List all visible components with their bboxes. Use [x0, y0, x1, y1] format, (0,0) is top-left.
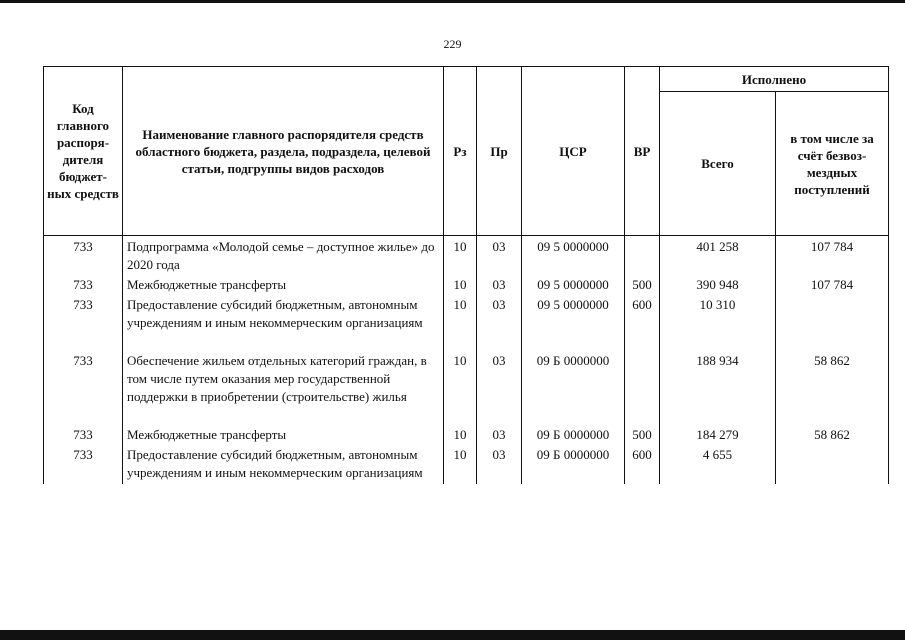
cell-name: Межбюджетные трансферты: [123, 426, 444, 446]
cell-csr: 09 5 0000000: [522, 276, 625, 296]
cell-vr: [625, 352, 660, 426]
cell-code: 733: [44, 236, 123, 277]
budget-table: [43, 66, 889, 484]
cell-csr: 09 Б 0000000: [522, 426, 625, 446]
cell-vr: 500: [625, 276, 660, 296]
cell-name: Подпрограмма «Молодой семье – доступное жилье» до 2020 года: [123, 236, 444, 277]
cell-total: 390 948: [660, 276, 776, 296]
header-name: Наименование главного распорядителя средств областного бюджета, раздела, подраздела, целевой статьи, подгруппы видов расходов: [123, 67, 444, 236]
cell-code: 733: [44, 446, 123, 484]
table-body: [44, 236, 889, 485]
cell-pr: 03: [477, 236, 522, 277]
page-number: 229: [443, 37, 462, 51]
table-row: [44, 352, 889, 426]
header-pr: Пр: [477, 67, 522, 236]
cell-gratuitous: 58 862: [776, 352, 889, 426]
cell-rz: 10: [444, 276, 477, 296]
cell-gratuitous: 107 784: [776, 236, 889, 277]
cell-code: 733: [44, 276, 123, 296]
cell-pr: 03: [477, 296, 522, 352]
cell-gratuitous: [776, 446, 889, 484]
cell-total: 4 655: [660, 446, 776, 484]
cell-csr: 09 Б 0000000: [522, 446, 625, 484]
cell-name: Межбюджетные трансферты: [123, 276, 444, 296]
cell-pr: 03: [477, 352, 522, 426]
header-total: Всего: [660, 92, 776, 236]
cell-csr: 09 5 0000000: [522, 296, 625, 352]
cell-vr: 600: [625, 296, 660, 352]
cell-vr: 600: [625, 446, 660, 484]
cell-pr: 03: [477, 446, 522, 484]
header-code: Код главного распоря-дителя бюджет-ных средств: [44, 67, 123, 236]
cell-total: 10 310: [660, 296, 776, 352]
cell-gratuitous: [776, 296, 889, 352]
table-row: [44, 296, 889, 352]
table-row: [44, 446, 889, 484]
cell-rz: 10: [444, 296, 477, 352]
top-rule: [0, 0, 905, 3]
header-rz: Рз: [444, 67, 477, 236]
cell-gratuitous: 107 784: [776, 276, 889, 296]
table-row: [44, 426, 889, 446]
cell-name: Предоставление субсидий бюджетным, автономным учреждениям и иным некоммерческим организациям: [123, 296, 444, 352]
cell-pr: 03: [477, 276, 522, 296]
cell-name: Обеспечение жильем отдельных категорий граждан, в том числе путем оказания мер государственной поддержки в приобретении (строительстве) жилья: [123, 352, 444, 426]
cell-rz: 10: [444, 352, 477, 426]
cell-code: 733: [44, 296, 123, 352]
table-row: [44, 236, 889, 277]
cell-total: 184 279: [660, 426, 776, 446]
cell-rz: 10: [444, 446, 477, 484]
bottom-rule: [0, 630, 905, 640]
header-executed: Исполнено: [660, 67, 889, 92]
cell-csr: 09 Б 0000000: [522, 352, 625, 426]
cell-rz: 10: [444, 236, 477, 277]
cell-rz: 10: [444, 426, 477, 446]
header-vr: ВР: [625, 67, 660, 236]
table-header: [44, 67, 889, 236]
cell-pr: 03: [477, 426, 522, 446]
cell-total: 401 258: [660, 236, 776, 277]
cell-name: Предоставление субсидий бюджетным, автономным учреждениям и иным некоммерческим организациям: [123, 446, 444, 484]
cell-csr: 09 5 0000000: [522, 236, 625, 277]
header-csr: ЦСР: [522, 67, 625, 236]
header-gratuitous: в том числе за счёт безвоз-мездных поступлений: [776, 92, 889, 236]
cell-vr: [625, 236, 660, 277]
cell-vr: 500: [625, 426, 660, 446]
cell-total: 188 934: [660, 352, 776, 426]
table-row: [44, 276, 889, 296]
cell-gratuitous: 58 862: [776, 426, 889, 446]
cell-code: 733: [44, 352, 123, 426]
cell-code: 733: [44, 426, 123, 446]
